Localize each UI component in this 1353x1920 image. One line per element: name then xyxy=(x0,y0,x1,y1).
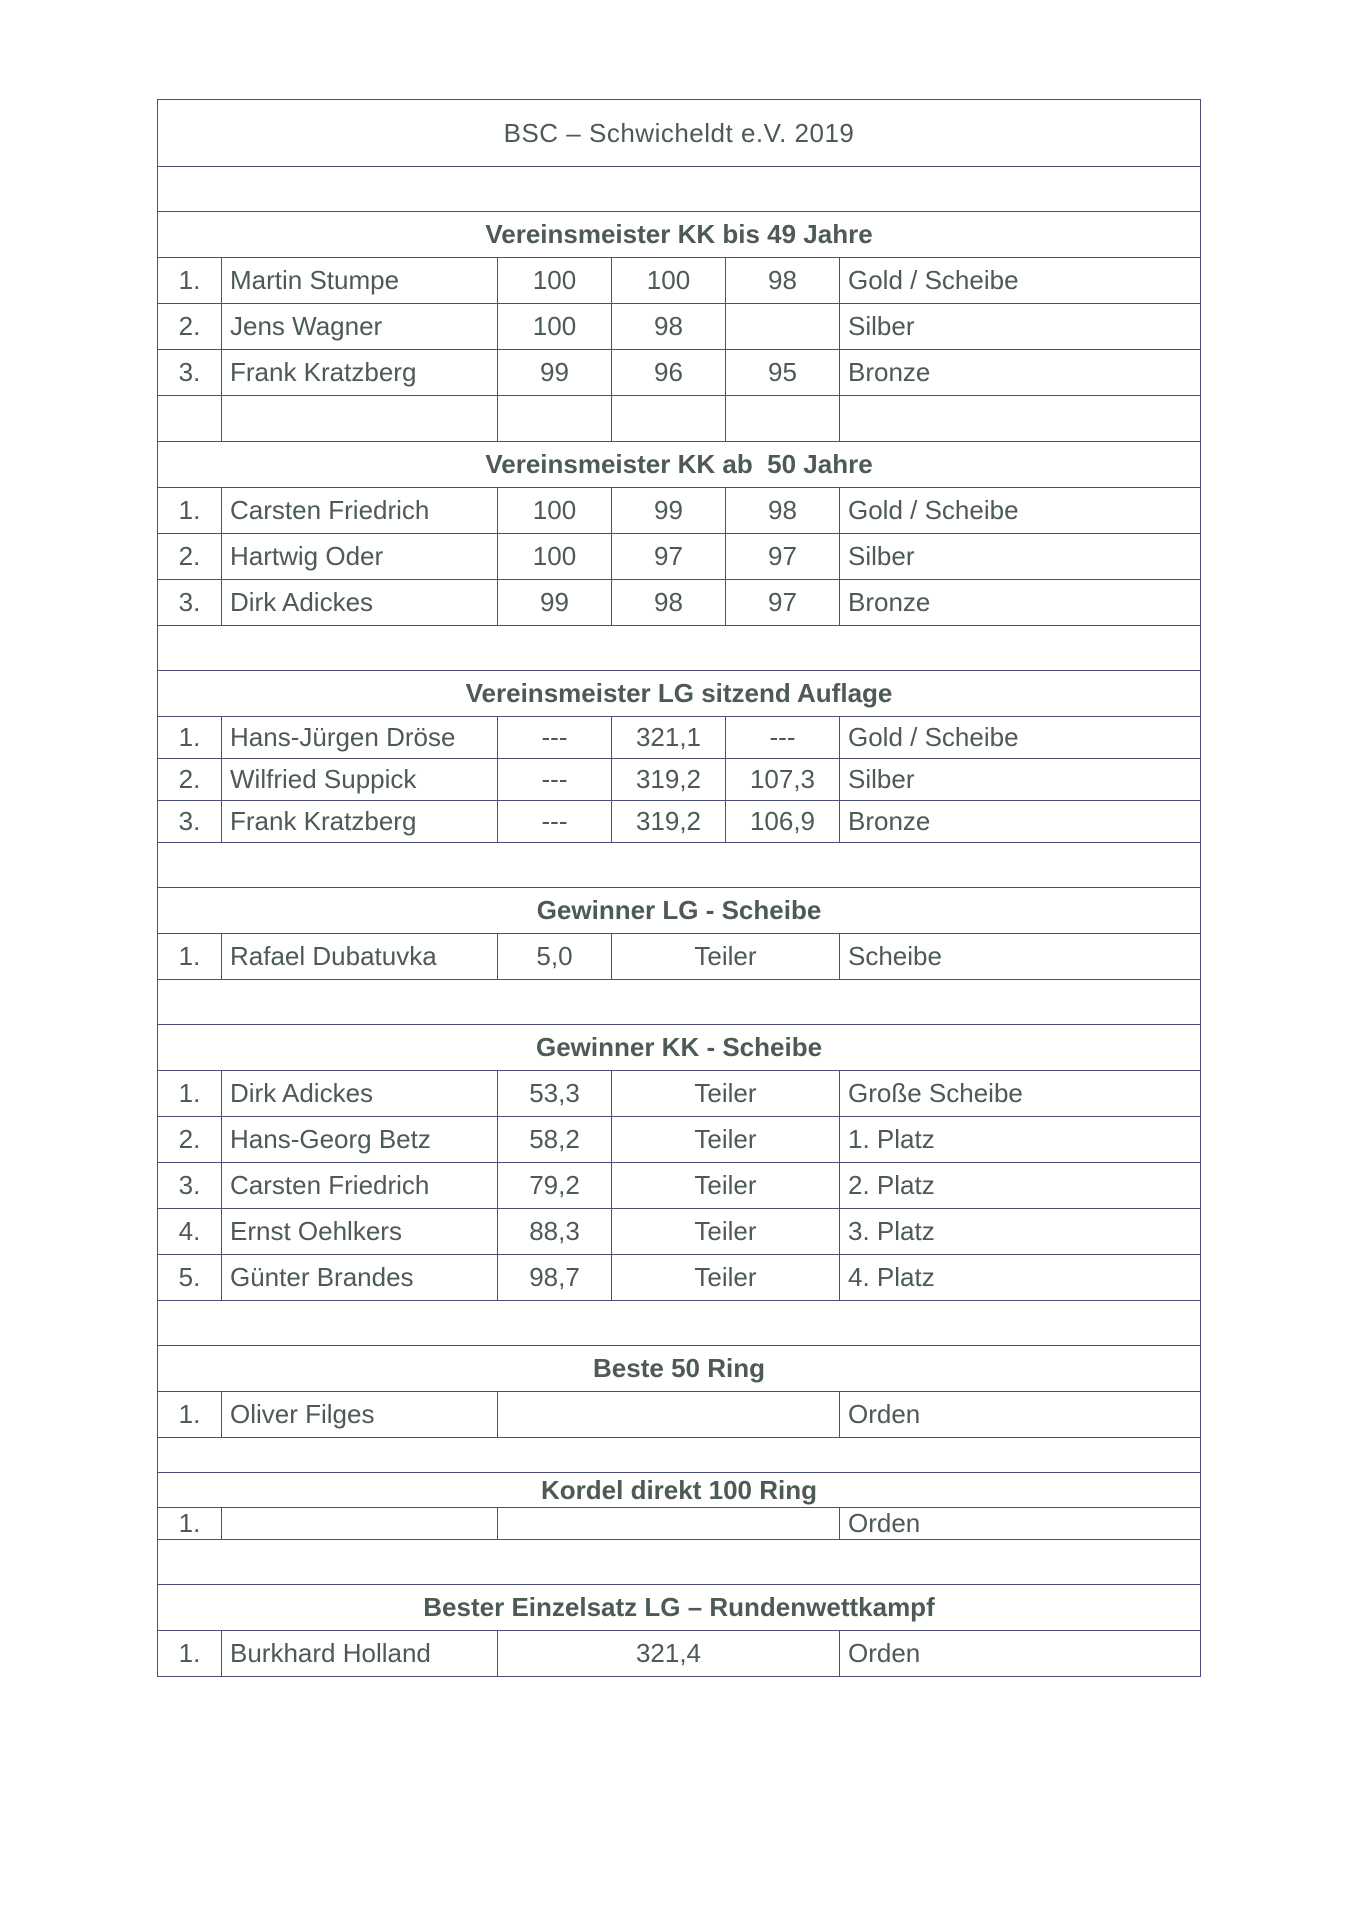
spacer-row xyxy=(158,626,1201,671)
result-row xyxy=(158,801,1201,843)
section-heading: Bester Einzelsatz LG – Rundenwettkampf xyxy=(158,1585,1201,1631)
value-cell xyxy=(498,1392,840,1438)
rank-cell: 3. xyxy=(158,1163,222,1209)
spacer-row xyxy=(158,980,1201,1025)
name-cell: Hans-Jürgen Dröse xyxy=(222,717,498,759)
score-cell: 319,2 xyxy=(612,801,726,843)
section-heading: Kordel direkt 100 Ring xyxy=(158,1473,1201,1508)
award-cell: Silber xyxy=(840,534,1201,580)
rank-cell: 1. xyxy=(158,934,222,980)
value-cell: 321,4 xyxy=(498,1631,840,1677)
spacer-row xyxy=(158,843,1201,888)
award-cell: 3. Platz xyxy=(840,1209,1201,1255)
result-row xyxy=(158,1117,1201,1163)
empty-row xyxy=(158,396,1201,442)
score-cell: 319,2 xyxy=(612,759,726,801)
teiler-label-cell: Teiler xyxy=(612,1163,840,1209)
value-cell xyxy=(498,1508,840,1540)
rank-cell: 5. xyxy=(158,1255,222,1301)
score-cell: 106,9 xyxy=(726,801,840,843)
score-cell: 100 xyxy=(498,304,612,350)
score-cell: 97 xyxy=(726,534,840,580)
rank-cell: 1. xyxy=(158,1508,222,1540)
score-cell: --- xyxy=(498,801,612,843)
rank-cell: 3. xyxy=(158,801,222,843)
result-row xyxy=(158,1255,1201,1301)
score-cell: 98 xyxy=(726,258,840,304)
rank-cell: 3. xyxy=(158,580,222,626)
award-cell: Silber xyxy=(840,304,1201,350)
score-cell: --- xyxy=(498,717,612,759)
empty-cell xyxy=(612,396,726,442)
name-cell: Hartwig Oder xyxy=(222,534,498,580)
results-table xyxy=(157,99,1201,1677)
spacer-row xyxy=(158,1301,1201,1346)
teiler-value-cell: 79,2 xyxy=(498,1163,612,1209)
rank-cell: 1. xyxy=(158,488,222,534)
result-row xyxy=(158,304,1201,350)
rank-cell: 2. xyxy=(158,304,222,350)
name-cell: Dirk Adickes xyxy=(222,580,498,626)
section-heading: Gewinner KK - Scheibe xyxy=(158,1025,1201,1071)
section-heading: Vereinsmeister LG sitzend Auflage xyxy=(158,671,1201,717)
score-cell: 97 xyxy=(726,580,840,626)
empty-cell xyxy=(158,396,222,442)
spacer-row xyxy=(158,167,1201,212)
award-cell: 4. Platz xyxy=(840,1255,1201,1301)
score-cell: 99 xyxy=(612,488,726,534)
name-cell: Hans-Georg Betz xyxy=(222,1117,498,1163)
teiler-label-cell: Teiler xyxy=(612,934,840,980)
name-cell: Ernst Oehlkers xyxy=(222,1209,498,1255)
name-cell: Frank Kratzberg xyxy=(222,801,498,843)
score-cell: 321,1 xyxy=(612,717,726,759)
name-cell: Martin Stumpe xyxy=(222,258,498,304)
rank-cell: 2. xyxy=(158,1117,222,1163)
spacer-row xyxy=(158,1540,1201,1585)
empty-cell xyxy=(840,396,1201,442)
score-cell: 100 xyxy=(498,488,612,534)
award-cell: Bronze xyxy=(840,801,1201,843)
score-cell: 98 xyxy=(612,304,726,350)
award-cell: Bronze xyxy=(840,580,1201,626)
rank-cell: 4. xyxy=(158,1209,222,1255)
result-row xyxy=(158,350,1201,396)
result-row xyxy=(158,717,1201,759)
empty-cell xyxy=(726,396,840,442)
name-cell: Rafael Dubatuvka xyxy=(222,934,498,980)
name-cell: Oliver Filges xyxy=(222,1392,498,1438)
rank-cell: 1. xyxy=(158,1392,222,1438)
result-row xyxy=(158,1071,1201,1117)
rank-cell: 2. xyxy=(158,759,222,801)
score-cell: 98 xyxy=(612,580,726,626)
result-row xyxy=(158,534,1201,580)
score-cell: 96 xyxy=(612,350,726,396)
rank-cell: 1. xyxy=(158,717,222,759)
result-row xyxy=(158,580,1201,626)
teiler-label-cell: Teiler xyxy=(612,1071,840,1117)
score-cell: 99 xyxy=(498,580,612,626)
name-cell: Dirk Adickes xyxy=(222,1071,498,1117)
score-cell: 99 xyxy=(498,350,612,396)
page-title: BSC – Schwicheldt e.V. 2019 xyxy=(158,100,1201,167)
results-sheet xyxy=(157,99,1200,1677)
award-cell: 2. Platz xyxy=(840,1163,1201,1209)
award-cell: Große Scheibe xyxy=(840,1071,1201,1117)
result-row xyxy=(158,1163,1201,1209)
result-row xyxy=(158,934,1201,980)
result-row xyxy=(158,1508,1201,1540)
name-cell: Carsten Friedrich xyxy=(222,488,498,534)
rank-cell: 3. xyxy=(158,350,222,396)
award-cell: Gold / Scheibe xyxy=(840,488,1201,534)
score-cell: 98 xyxy=(726,488,840,534)
name-cell: Frank Kratzberg xyxy=(222,350,498,396)
section-heading: Vereinsmeister KK ab 50 Jahre xyxy=(158,442,1201,488)
teiler-value-cell: 58,2 xyxy=(498,1117,612,1163)
teiler-label-cell: Teiler xyxy=(612,1209,840,1255)
teiler-label-cell: Teiler xyxy=(612,1255,840,1301)
teiler-value-cell: 88,3 xyxy=(498,1209,612,1255)
section-heading: Vereinsmeister KK bis 49 Jahre xyxy=(158,212,1201,258)
empty-cell xyxy=(222,396,498,442)
name-cell: Günter Brandes xyxy=(222,1255,498,1301)
award-cell: Gold / Scheibe xyxy=(840,258,1201,304)
rank-cell: 1. xyxy=(158,1071,222,1117)
award-cell: Orden xyxy=(840,1508,1201,1540)
spacer-row xyxy=(158,1438,1201,1473)
score-cell: --- xyxy=(498,759,612,801)
teiler-label-cell: Teiler xyxy=(612,1117,840,1163)
result-row xyxy=(158,1631,1201,1677)
teiler-value-cell: 53,3 xyxy=(498,1071,612,1117)
teiler-value-cell: 5,0 xyxy=(498,934,612,980)
result-row xyxy=(158,488,1201,534)
award-cell: Silber xyxy=(840,759,1201,801)
name-cell xyxy=(222,1508,498,1540)
rank-cell: 2. xyxy=(158,534,222,580)
name-cell: Carsten Friedrich xyxy=(222,1163,498,1209)
section-heading: Beste 50 Ring xyxy=(158,1346,1201,1392)
rank-cell: 1. xyxy=(158,258,222,304)
name-cell: Wilfried Suppick xyxy=(222,759,498,801)
score-cell: --- xyxy=(726,717,840,759)
score-cell: 107,3 xyxy=(726,759,840,801)
award-cell: Orden xyxy=(840,1631,1201,1677)
award-cell: Orden xyxy=(840,1392,1201,1438)
name-cell: Jens Wagner xyxy=(222,304,498,350)
award-cell: Gold / Scheibe xyxy=(840,717,1201,759)
empty-cell xyxy=(498,396,612,442)
score-cell: 100 xyxy=(498,534,612,580)
teiler-value-cell: 98,7 xyxy=(498,1255,612,1301)
result-row xyxy=(158,1209,1201,1255)
result-row xyxy=(158,759,1201,801)
score-cell xyxy=(726,304,840,350)
name-cell: Burkhard Holland xyxy=(222,1631,498,1677)
score-cell: 100 xyxy=(612,258,726,304)
result-row xyxy=(158,1392,1201,1438)
award-cell: Bronze xyxy=(840,350,1201,396)
score-cell: 97 xyxy=(612,534,726,580)
section-heading: Gewinner LG - Scheibe xyxy=(158,888,1201,934)
award-cell: 1. Platz xyxy=(840,1117,1201,1163)
result-row xyxy=(158,258,1201,304)
score-cell: 95 xyxy=(726,350,840,396)
score-cell: 100 xyxy=(498,258,612,304)
award-cell: Scheibe xyxy=(840,934,1201,980)
rank-cell: 1. xyxy=(158,1631,222,1677)
